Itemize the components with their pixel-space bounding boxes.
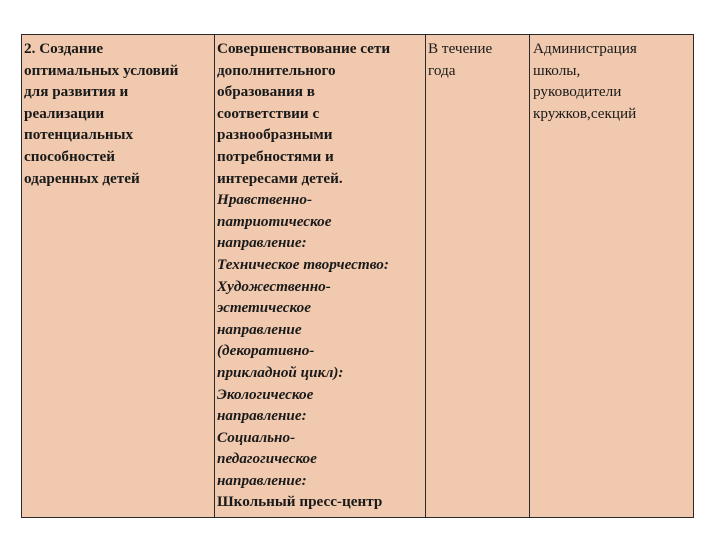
activity-line: патриотическое bbox=[217, 212, 332, 230]
activity-line: эстетическое bbox=[217, 299, 311, 317]
activity-line: направление: bbox=[217, 234, 307, 252]
goal-line: одаренных детей bbox=[24, 169, 140, 187]
activity-line: Техническое творчество: bbox=[217, 255, 389, 273]
activity-line: педагогическое bbox=[217, 450, 317, 468]
activity-line: Совершенствование сети bbox=[217, 40, 391, 57]
activity-cell bbox=[215, 35, 426, 517]
activity-line: Социально- bbox=[217, 428, 296, 446]
responsible-line: Администрация bbox=[533, 40, 637, 57]
responsible-line: руководители bbox=[533, 83, 622, 101]
activity-line: направление: bbox=[217, 471, 307, 489]
timeframe-cell bbox=[426, 35, 530, 517]
goal-line: потенциальных bbox=[24, 126, 134, 144]
activity-line: Художественно- bbox=[217, 277, 331, 295]
timeframe-line: В течение bbox=[428, 40, 493, 57]
goal-line: реализации bbox=[24, 104, 105, 122]
responsible-cell bbox=[530, 35, 693, 517]
activity-line: потребностями и bbox=[217, 147, 334, 165]
activity-line: соответствии с bbox=[217, 104, 320, 122]
activity-line: Школьный пресс-центр bbox=[217, 493, 383, 511]
goal-cell bbox=[22, 35, 215, 517]
activity-line: направление bbox=[217, 320, 302, 338]
responsible-line: школы, bbox=[533, 61, 581, 79]
activity-line: Нравственно- bbox=[217, 191, 312, 209]
activity-line: направление: bbox=[217, 407, 307, 425]
activity-line: образования в bbox=[217, 83, 315, 101]
activity-line: интересами детей. bbox=[217, 169, 343, 187]
plan-table bbox=[21, 34, 694, 518]
goal-line: оптимальных условий bbox=[24, 61, 179, 79]
activity-line: (декоративно- bbox=[217, 342, 315, 360]
goal-line: 2. Создание bbox=[24, 40, 104, 57]
activity-line: разнообразными bbox=[217, 126, 333, 144]
goal-line: способностей bbox=[24, 147, 116, 165]
activity-line: дополнительного bbox=[217, 61, 336, 79]
timeframe-line: года bbox=[428, 61, 456, 79]
responsible-line: кружков,секций bbox=[533, 104, 637, 122]
activity-line: прикладной цикл): bbox=[217, 363, 344, 381]
activity-line: Экологическое bbox=[217, 385, 314, 403]
goal-line: для развития и bbox=[24, 83, 129, 101]
